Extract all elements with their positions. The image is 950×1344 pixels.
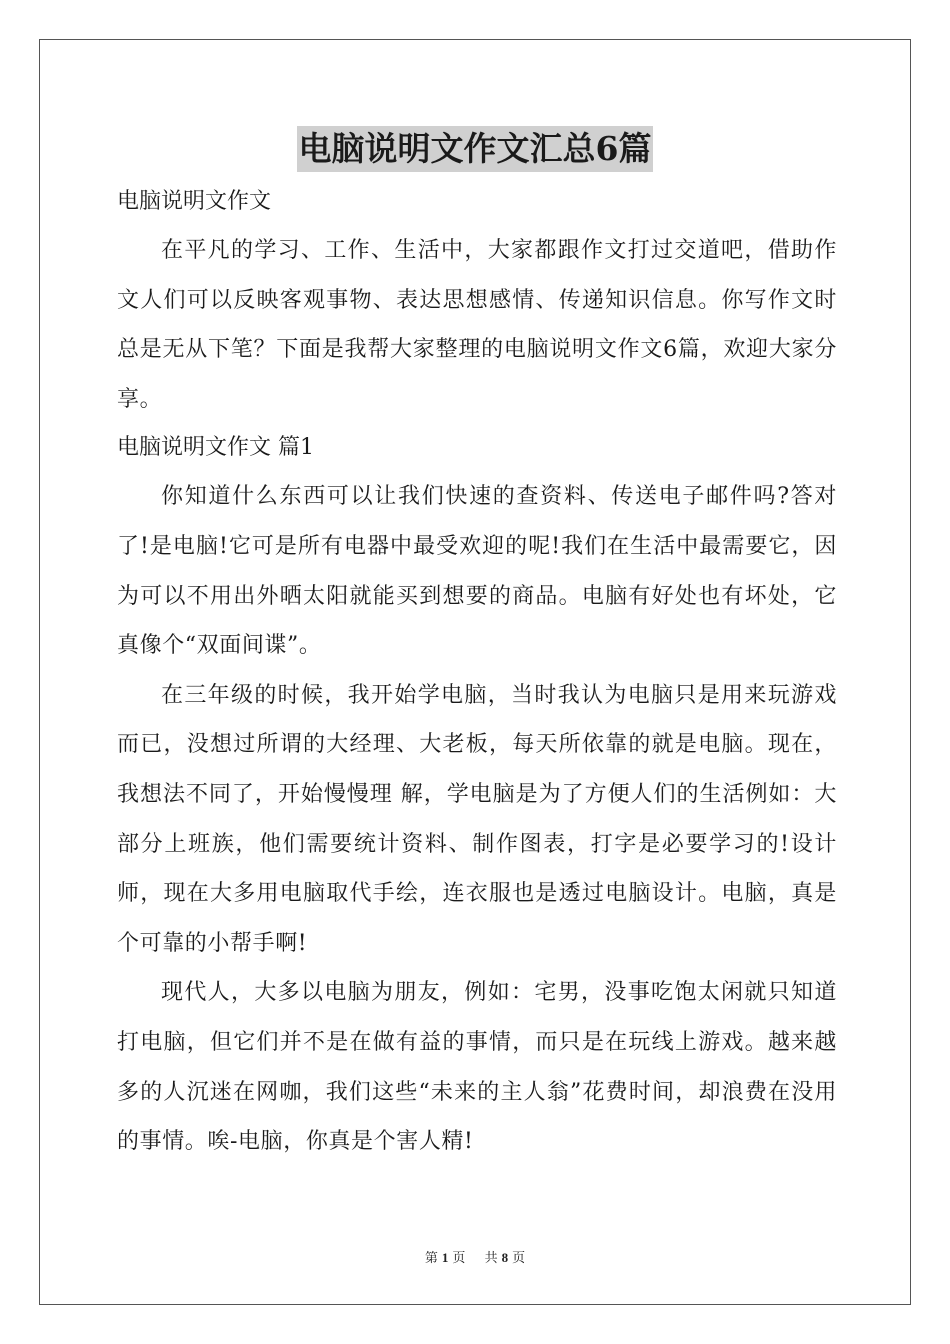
body-paragraph: 你知道什么东西可以让我们快速的查资料、传送电子邮件吗?答对了!是电脑!它可是所有电器中最受欢迎的呢!我们在生活中最需要它，因为可以不用出外晒太阳就能买到想要的商品。电脑有好处也有坏处，它真像个“双面间谍”。 (117, 484, 837, 659)
page-total (481, 1250, 530, 1265)
total-suffix: 页 (512, 1250, 526, 1265)
page-footer (0, 1247, 950, 1266)
page-number (421, 1250, 470, 1265)
section-heading: 电脑说明文作文 篇1 (117, 435, 314, 461)
document-body (117, 178, 837, 1167)
total-prefix: 共 (484, 1250, 498, 1265)
total-count: 8 (501, 1250, 509, 1265)
heading-main: 电脑说明文作文 (117, 189, 272, 214)
intro-paragraph: 在平凡的学习、工作、生活中，大家都跟作文打过交道吧，借助作文人们可以反映客观事物、表达思想感情、传递知识信息。你写作文时总是无从下笔？下面是我帮大家整理的电脑说明文作文6篇，欢迎大家分享。 (117, 238, 837, 412)
body-paragraph: 在三年级的时候，我开始学电脑，当时我认为电脑只是用来玩游戏而已，没想过所谓的大经理、大老板，每天所依靠的就是电脑。现在，我想法不同了，开始慢慢理 解，学电脑是为了方便人们的生活例如：大部分上班族，他们需要统计资料、制作图表，打字是必要学习的!设计师，现在大多用电脑取代手绘，连衣服也是透过电脑设计。电脑，真是个可靠的小帮手啊! (117, 682, 837, 956)
body-paragraph: 现代人，大多以电脑为朋友，例如：宅男，没事吃饱太闲就只知道打电脑，但它们并不是在做有益的事情，而只是在玩线上游戏。越来越多的人沉迷在网咖，我们这些“未来的主人翁”花费时间，却浪费在没用的事情。唉-电脑，你真是个害人精! (117, 980, 837, 1155)
page-current: 1 (441, 1250, 449, 1265)
title-container (0, 126, 950, 172)
document-title: 电脑说明文作文汇总6篇 (297, 126, 654, 172)
page-prefix: 第 (424, 1250, 438, 1265)
page-suffix: 页 (452, 1250, 466, 1265)
